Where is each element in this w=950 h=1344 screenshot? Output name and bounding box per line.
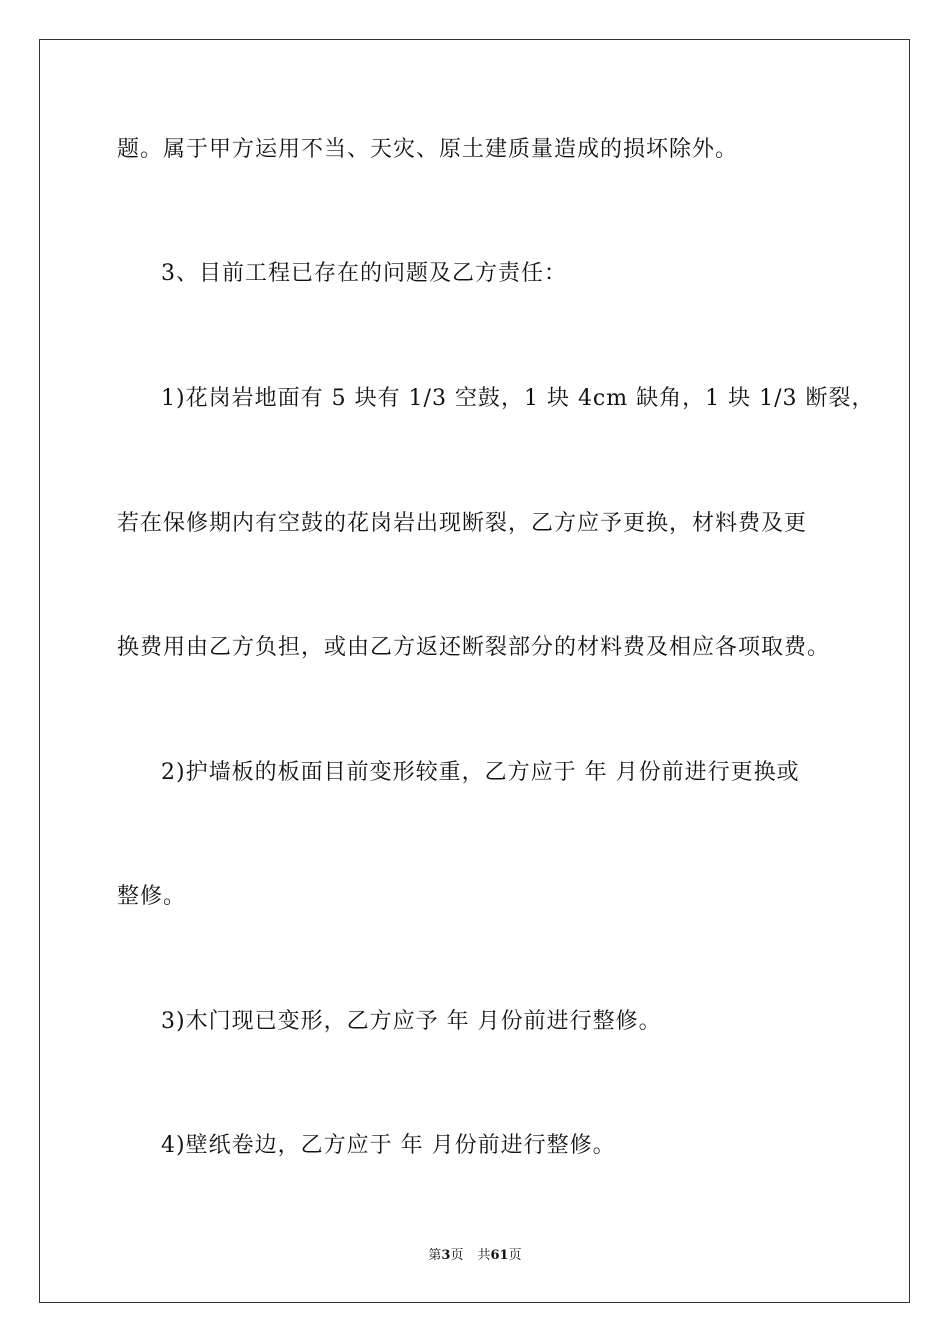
footer-page-suffix: 页 xyxy=(450,1248,464,1263)
page-footer xyxy=(0,1247,950,1265)
section-heading-3: 3、目前工程已存在的问题及乙方责任： xyxy=(161,261,567,286)
text-line-item-1-cont-2: 换费用由乙方负担，或由乙方返还断裂部分的材料费及相应各项取费。 xyxy=(117,635,831,660)
text-line-1: 题。属于甲方运用不当、天灾、原土建质量造成的损坏除外。 xyxy=(117,137,739,162)
text-line-item-1-cont-1: 若在保修期内有空鼓的花岗岩出现断裂，乙方应予更换，材料费及更 xyxy=(117,511,808,536)
text-line-item-4: 4)壁纸卷边，乙方应于 年 月份前进行整修。 xyxy=(161,1133,616,1158)
footer-total-pages: 61 xyxy=(490,1248,509,1263)
text-line-item-2: 2)护墙板的板面目前变形较重，乙方应于 年 月份前进行更换或 xyxy=(161,760,800,785)
page-border xyxy=(39,39,910,1303)
footer-total-prefix: 共 xyxy=(477,1248,491,1263)
footer-page-number: 3 xyxy=(441,1248,451,1263)
text-line-item-2-cont: 整修。 xyxy=(117,884,187,909)
text-line-item-1: 1)花岗岩地面有 5 块有 1/3 空鼓，1 块 4cm 缺角，1 块 1/3 断裂， xyxy=(161,386,875,411)
footer-total-suffix: 页 xyxy=(508,1248,522,1263)
footer-page-prefix: 第 xyxy=(428,1248,442,1263)
text-line-item-3: 3)木门现已变形，乙方应予 年 月份前进行整修。 xyxy=(161,1009,662,1034)
